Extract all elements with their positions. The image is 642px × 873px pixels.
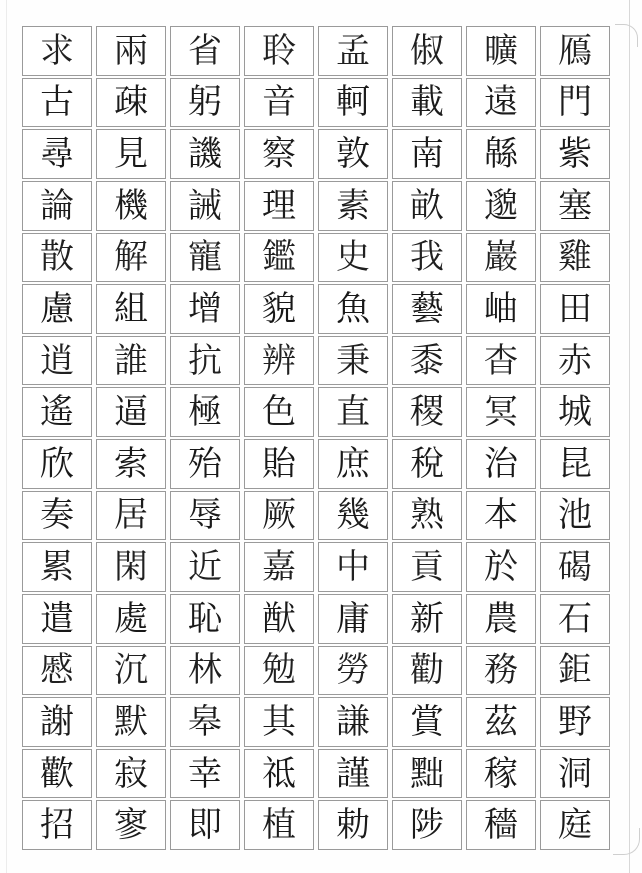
page-corner-arc-top-right: [615, 24, 638, 47]
character-glyph: 解: [114, 237, 148, 278]
character-glyph: 勉: [262, 650, 296, 691]
character-glyph: 陟: [410, 805, 444, 846]
character-glyph: 鉅: [558, 650, 592, 691]
character-cell: [466, 697, 536, 747]
character-glyph: 石: [558, 598, 592, 639]
character-glyph: 本: [484, 495, 518, 536]
character-glyph: 鑑: [262, 237, 296, 278]
character-cell: [318, 749, 388, 799]
character-cell: [318, 439, 388, 489]
character-cell: [244, 26, 314, 76]
character-glyph: 聆: [262, 30, 296, 71]
character-glyph: 幸: [188, 753, 222, 794]
character-glyph: 嘉: [262, 547, 296, 588]
character-cell: [466, 129, 536, 179]
character-cell: [318, 26, 388, 76]
character-cell: [96, 78, 166, 128]
character-glyph: 我: [410, 237, 444, 278]
page-edge-right: [629, 0, 630, 873]
character-cell: [244, 594, 314, 644]
character-cell: [96, 594, 166, 644]
character-cell: [392, 129, 462, 179]
character-cell: [170, 181, 240, 231]
character-glyph: 理: [262, 185, 296, 226]
character-glyph: 賞: [410, 701, 444, 742]
character-glyph: 機: [114, 185, 148, 226]
character-cell: [244, 697, 314, 747]
character-glyph: 奏: [40, 495, 74, 536]
character-cell: [96, 387, 166, 437]
character-cell: [244, 284, 314, 334]
character-column-1: [540, 26, 610, 850]
character-glyph: 赤: [558, 340, 592, 381]
character-glyph: 熟: [410, 495, 444, 536]
page-corner-arc-bottom-right: [613, 828, 640, 855]
character-cell: [466, 439, 536, 489]
character-glyph: 穡: [484, 805, 518, 846]
character-glyph: 洞: [558, 753, 592, 794]
character-cell: [96, 800, 166, 850]
character-cell: [318, 78, 388, 128]
character-glyph: 遠: [484, 82, 518, 123]
character-glyph: 增: [188, 288, 222, 329]
character-cell: [244, 439, 314, 489]
character-cell: [392, 542, 462, 592]
character-glyph: 杳: [484, 340, 518, 381]
character-glyph: 欣: [40, 443, 74, 484]
character-cell: [540, 129, 610, 179]
character-glyph: 稼: [484, 753, 518, 794]
character-cell: [244, 646, 314, 696]
character-cell: [318, 697, 388, 747]
character-glyph: 古: [40, 82, 74, 123]
character-cell: [392, 284, 462, 334]
character-cell: [22, 78, 92, 128]
character-glyph: 近: [188, 547, 222, 588]
character-cell: [318, 800, 388, 850]
character-glyph: 黍: [410, 340, 444, 381]
character-cell: [170, 800, 240, 850]
character-glyph: 兩: [114, 30, 148, 71]
character-glyph: 農: [484, 598, 518, 639]
character-glyph: 慼: [40, 650, 74, 691]
character-cell: [318, 233, 388, 283]
character-glyph: 見: [114, 134, 148, 175]
character-glyph: 招: [40, 805, 74, 846]
character-cell: [540, 800, 610, 850]
character-glyph: 殆: [188, 443, 222, 484]
character-cell: [22, 181, 92, 231]
character-cell: [466, 646, 536, 696]
character-glyph: 庸: [336, 598, 370, 639]
character-glyph: 鴈: [558, 30, 592, 71]
character-cell: [96, 439, 166, 489]
character-glyph: 野: [558, 701, 592, 742]
character-glyph: 居: [114, 495, 148, 536]
character-glyph: 史: [336, 237, 370, 278]
character-cell: [466, 284, 536, 334]
character-cell: [170, 749, 240, 799]
character-glyph: 恥: [188, 598, 222, 639]
character-glyph: 閑: [114, 547, 148, 588]
character-cell: [96, 542, 166, 592]
character-cell: [96, 697, 166, 747]
character-cell: [392, 697, 462, 747]
character-glyph: 貌: [262, 288, 296, 329]
character-cell: [170, 129, 240, 179]
character-cell: [244, 800, 314, 850]
character-glyph: 省: [188, 30, 222, 71]
character-cell: [96, 336, 166, 386]
character-column-6: [170, 26, 240, 850]
character-cell: [244, 181, 314, 231]
character-cell: [392, 78, 462, 128]
character-grid: [14, 26, 610, 850]
character-glyph: 稷: [410, 392, 444, 433]
character-cell: [22, 26, 92, 76]
character-cell: [540, 697, 610, 747]
character-glyph: 俶: [410, 30, 444, 71]
character-glyph: 寂: [114, 753, 148, 794]
character-glyph: 猷: [262, 598, 296, 639]
character-glyph: 默: [114, 701, 148, 742]
character-glyph: 門: [558, 82, 592, 123]
character-glyph: 載: [410, 82, 444, 123]
character-cell: [170, 491, 240, 541]
character-glyph: 植: [262, 805, 296, 846]
character-glyph: 於: [484, 547, 518, 588]
character-cell: [392, 749, 462, 799]
character-cell: [540, 749, 610, 799]
character-glyph: 色: [262, 392, 296, 433]
character-cell: [22, 491, 92, 541]
character-cell: [96, 129, 166, 179]
character-glyph: 慮: [40, 288, 74, 329]
character-cell: [466, 233, 536, 283]
character-glyph: 遣: [40, 598, 74, 639]
character-cell: [540, 387, 610, 437]
character-cell: [170, 26, 240, 76]
character-cell: [318, 336, 388, 386]
character-glyph: 音: [262, 82, 296, 123]
character-cell: [318, 181, 388, 231]
character-glyph: 碣: [558, 547, 592, 588]
character-cell: [392, 800, 462, 850]
character-cell: [244, 129, 314, 179]
character-cell: [466, 387, 536, 437]
character-glyph: 辨: [262, 340, 296, 381]
character-glyph: 誡: [188, 185, 222, 226]
character-cell: [466, 594, 536, 644]
character-cell: [22, 336, 92, 386]
character-glyph: 治: [484, 443, 518, 484]
character-glyph: 求: [40, 30, 74, 71]
character-cell: [170, 439, 240, 489]
character-cell: [540, 26, 610, 76]
character-glyph: 務: [484, 650, 518, 691]
character-cell: [540, 439, 610, 489]
character-glyph: 勸: [410, 650, 444, 691]
character-glyph: 曠: [484, 30, 518, 71]
character-glyph: 即: [188, 805, 222, 846]
character-cell: [318, 284, 388, 334]
character-glyph: 黜: [410, 753, 444, 794]
character-glyph: 辱: [188, 495, 222, 536]
character-cell: [244, 336, 314, 386]
character-cell: [170, 233, 240, 283]
character-glyph: 貢: [410, 547, 444, 588]
character-cell: [22, 387, 92, 437]
character-cell: [244, 491, 314, 541]
character-glyph: 畝: [410, 185, 444, 226]
character-glyph: 貽: [262, 443, 296, 484]
character-glyph: 素: [336, 185, 370, 226]
character-glyph: 累: [40, 547, 74, 588]
character-glyph: 其: [262, 701, 296, 742]
character-cell: [392, 594, 462, 644]
character-glyph: 抗: [188, 340, 222, 381]
character-cell: [466, 78, 536, 128]
character-cell: [392, 646, 462, 696]
character-glyph: 田: [558, 288, 592, 329]
character-cell: [96, 646, 166, 696]
character-cell: [392, 439, 462, 489]
character-cell: [96, 491, 166, 541]
character-cell: [22, 233, 92, 283]
character-glyph: 遙: [40, 392, 74, 433]
character-glyph: 庶: [336, 443, 370, 484]
character-cell: [540, 491, 610, 541]
character-cell: [466, 336, 536, 386]
character-cell: [170, 646, 240, 696]
character-glyph: 謹: [336, 753, 370, 794]
character-glyph: 秉: [336, 340, 370, 381]
character-cell: [22, 439, 92, 489]
character-glyph: 昆: [558, 443, 592, 484]
character-cell: [318, 129, 388, 179]
character-cell: [466, 800, 536, 850]
character-glyph: 寥: [114, 805, 148, 846]
character-glyph: 巖: [484, 237, 518, 278]
character-cell: [96, 284, 166, 334]
character-glyph: 沉: [114, 650, 148, 691]
character-glyph: 敦: [336, 134, 370, 175]
character-glyph: 魚: [336, 288, 370, 329]
character-cell: [540, 594, 610, 644]
character-glyph: 藝: [410, 288, 444, 329]
character-cell: [22, 594, 92, 644]
character-glyph: 紫: [558, 134, 592, 175]
character-glyph: 散: [40, 237, 74, 278]
character-glyph: 緜: [484, 134, 518, 175]
character-cell: [170, 594, 240, 644]
character-cell: [170, 78, 240, 128]
character-cell: [22, 646, 92, 696]
character-glyph: 南: [410, 134, 444, 175]
character-cell: [318, 542, 388, 592]
character-glyph: 中: [336, 547, 370, 588]
character-glyph: 新: [410, 598, 444, 639]
character-column-7: [96, 26, 166, 850]
character-cell: [22, 697, 92, 747]
character-cell: [22, 284, 92, 334]
character-glyph: 逼: [114, 392, 148, 433]
character-cell: [466, 542, 536, 592]
character-glyph: 譏: [188, 134, 222, 175]
character-glyph: 厥: [262, 495, 296, 536]
character-cell: [540, 284, 610, 334]
character-glyph: 察: [262, 134, 296, 175]
character-cell: [170, 284, 240, 334]
character-column-5: [244, 26, 314, 850]
character-cell: [392, 26, 462, 76]
character-cell: [540, 542, 610, 592]
character-glyph: 皋: [188, 701, 222, 742]
character-cell: [540, 336, 610, 386]
character-cell: [244, 749, 314, 799]
character-glyph: 論: [40, 185, 74, 226]
character-glyph: 邈: [484, 185, 518, 226]
character-glyph: 誰: [114, 340, 148, 381]
character-cell: [170, 697, 240, 747]
character-glyph: 冥: [484, 392, 518, 433]
character-cell: [466, 26, 536, 76]
character-glyph: 城: [558, 392, 592, 433]
character-glyph: 疎: [114, 82, 148, 123]
character-column-4: [318, 26, 388, 850]
character-glyph: 庭: [558, 805, 592, 846]
character-cell: [244, 78, 314, 128]
character-column-8: [22, 26, 92, 850]
character-glyph: 謙: [336, 701, 370, 742]
character-cell: [22, 749, 92, 799]
character-glyph: 處: [114, 598, 148, 639]
character-cell: [318, 491, 388, 541]
character-column-3: [392, 26, 462, 850]
character-cell: [466, 181, 536, 231]
character-cell: [170, 336, 240, 386]
character-cell: [22, 129, 92, 179]
character-cell: [466, 749, 536, 799]
character-glyph: 勅: [336, 805, 370, 846]
character-glyph: 謝: [40, 701, 74, 742]
character-cell: [96, 233, 166, 283]
character-glyph: 躬: [188, 82, 222, 123]
character-glyph: 茲: [484, 701, 518, 742]
character-glyph: 組: [114, 288, 148, 329]
character-cell: [170, 387, 240, 437]
character-glyph: 孟: [336, 30, 370, 71]
character-glyph: 軻: [336, 82, 370, 123]
character-cell: [96, 181, 166, 231]
character-glyph: 勞: [336, 650, 370, 691]
character-glyph: 岫: [484, 288, 518, 329]
character-column-2: [466, 26, 536, 850]
character-cell: [96, 749, 166, 799]
character-cell: [540, 646, 610, 696]
character-cell: [392, 181, 462, 231]
character-glyph: 林: [188, 650, 222, 691]
character-cell: [540, 78, 610, 128]
character-cell: [318, 646, 388, 696]
character-cell: [540, 233, 610, 283]
character-glyph: 塞: [558, 185, 592, 226]
character-cell: [170, 542, 240, 592]
character-cell: [318, 387, 388, 437]
character-glyph: 索: [114, 443, 148, 484]
character-cell: [540, 181, 610, 231]
character-cell: [318, 594, 388, 644]
character-glyph: 逍: [40, 340, 74, 381]
character-glyph: 祗: [262, 753, 296, 794]
character-cell: [466, 491, 536, 541]
character-glyph: 池: [558, 495, 592, 536]
character-cell: [244, 233, 314, 283]
character-glyph: 幾: [336, 495, 370, 536]
character-cell: [244, 542, 314, 592]
character-glyph: 歡: [40, 753, 74, 794]
character-cell: [244, 387, 314, 437]
character-cell: [22, 542, 92, 592]
character-cell: [96, 26, 166, 76]
page-edge-left: [6, 0, 7, 873]
character-cell: [392, 491, 462, 541]
character-glyph: 稅: [410, 443, 444, 484]
character-glyph: 寵: [188, 237, 222, 278]
character-cell: [392, 336, 462, 386]
character-cell: [392, 387, 462, 437]
character-cell: [22, 800, 92, 850]
character-glyph: 雞: [558, 237, 592, 278]
character-glyph: 極: [188, 392, 222, 433]
character-cell: [392, 233, 462, 283]
character-glyph: 直: [336, 392, 370, 433]
character-glyph: 尋: [40, 134, 74, 175]
